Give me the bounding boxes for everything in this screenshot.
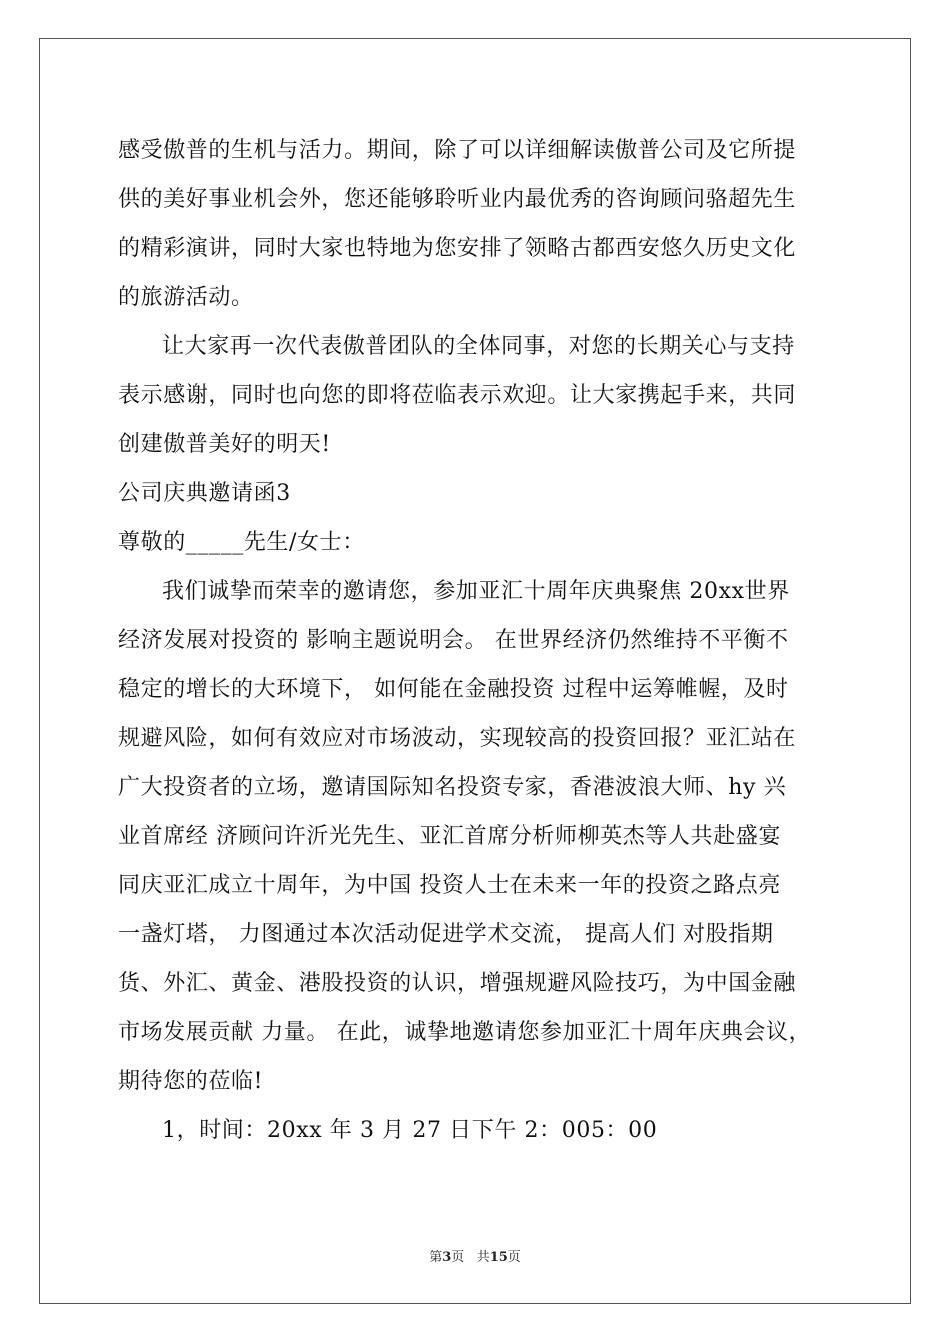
- paragraph-line: 货、外汇、黄金、港股投资的认识，增强规避风险技巧，为中国金融: [118, 971, 797, 996]
- page-prefix: 第: [429, 1250, 443, 1265]
- paragraph-line: 广大投资者的立场，邀请国际知名投资专家，香港波浪大师、hy 兴: [118, 775, 787, 800]
- paragraph-line: 我们诚挚而荣幸的邀请您，参加亚汇十周年庆典聚焦 20xx世界: [162, 579, 790, 604]
- total-prefix: 共: [476, 1250, 490, 1265]
- paragraph-line: 期待您的莅临!: [118, 1069, 264, 1094]
- paragraph-line: 一盏灯塔， 力图通过本次活动促进学术交流， 提高人们 对股指期: [118, 922, 774, 947]
- paragraph-line: 感受傲普的生机与活力。期间，除了可以详细解读傲普公司及它所提: [118, 138, 797, 163]
- paragraph-line: 市场发展贡献 力量。 在此，诚挚地邀请您参加亚汇十周年庆典会议，: [118, 1020, 812, 1045]
- page-current: 3: [442, 1250, 452, 1265]
- paragraph-line: 经济发展对投资的 影响主题说明会。 在世界经济仍然维持不平衡不: [118, 628, 789, 653]
- paragraph-line: 的旅游活动。: [118, 285, 254, 310]
- paragraph-line: 同庆亚汇成立十周年，为中国 投资人士在未来一年的投资之路点亮: [118, 873, 781, 898]
- total-unit: 页: [507, 1250, 521, 1265]
- paragraph-line: 让大家再一次代表傲普团队的全体同事，对您的长期关心与支持: [162, 334, 795, 359]
- paragraph-line: 表示感谢，同时也向您的即将莅临表示欢迎。让大家携起手来，共同: [118, 383, 797, 408]
- page-total: 15: [489, 1250, 508, 1265]
- page-unit: 页: [451, 1250, 465, 1265]
- event-time-line: 1，时间：20xx 年 3 月 27 日下午 2：005：00: [162, 1118, 658, 1143]
- paragraph-line: 供的美好事业机会外，您还能够聆听业内最优秀的咨询顾问骆超先生: [118, 187, 797, 212]
- paragraph-line: 稳定的增长的大环境下， 如何能在金融投资 过程中运筹帷幄，及时: [118, 677, 789, 702]
- salutation: 尊敬的_____先生/女士：: [118, 530, 365, 555]
- page-footer: [0, 1246, 950, 1265]
- paragraph-line: 业首席经 济顾问许沂光先生、亚汇首席分析师柳英杰等人共赴盛宴: [118, 824, 781, 849]
- paragraph-line: 的精彩演讲，同时大家也特地为您安排了领略古都西安悠久历史文化: [118, 236, 797, 261]
- paragraph-line: 规避风险，如何有效应对市场波动，实现较高的投资回报？亚汇站在: [118, 726, 797, 751]
- paragraph-line: 创建傲普美好的明天!: [118, 432, 331, 457]
- section-heading: 公司庆典邀请函3: [118, 481, 291, 506]
- document-body: [118, 126, 834, 1155]
